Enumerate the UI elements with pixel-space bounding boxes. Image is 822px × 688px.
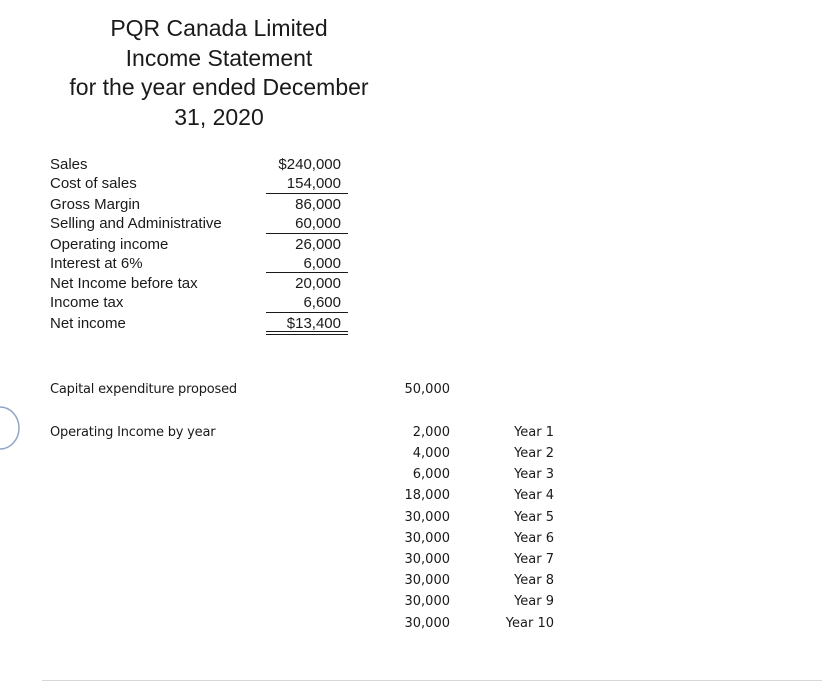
page-bottom-divider (42, 680, 822, 681)
row-label-net-income: Net income (50, 315, 126, 332)
statement-title (44, 14, 394, 132)
row-label-operating-income: Operating income (50, 236, 169, 253)
op-year-9: Year 9 (514, 594, 554, 609)
op-year-5: Year 5 (514, 510, 554, 525)
row-value-sales: $240,000 (278, 156, 341, 173)
row-value-income-tax: 6,600 (303, 294, 341, 311)
company-name: PQR Canada Limited (110, 15, 328, 41)
rotation-handle-arc[interactable] (0, 403, 20, 453)
op-year-8: Year 8 (514, 573, 554, 588)
row-label-income-tax: Income tax (50, 294, 124, 311)
row-label-interest: Interest at 6% (50, 255, 143, 272)
capital-expenditure-value: 50,000 (404, 382, 450, 397)
subtotal-rule-gross-margin (266, 193, 348, 194)
row-value-cost-of-sales: 154,000 (286, 175, 341, 192)
op-value-year-9: 30,000 (404, 594, 450, 609)
row-value-net-income-before-tax: 20,000 (295, 275, 341, 292)
total-double-rule (266, 331, 348, 335)
op-value-year-4: 18,000 (404, 488, 450, 503)
subtotal-rule-operating-income (266, 233, 348, 234)
op-year-1: Year 1 (514, 425, 554, 440)
op-value-year-7: 30,000 (404, 552, 450, 567)
row-value-interest: 6,000 (303, 255, 341, 272)
subtotal-rule-net-before-tax (266, 272, 348, 273)
op-year-7: Year 7 (514, 552, 554, 567)
op-value-year-6: 30,000 (404, 531, 450, 546)
row-label-cost-of-sales: Cost of sales (50, 175, 137, 192)
row-label-net-income-before-tax: Net Income before tax (50, 275, 198, 292)
op-value-year-2: 4,000 (412, 446, 450, 461)
capital-expenditure-label: Capital expenditure proposed (50, 382, 237, 397)
op-year-4: Year 4 (514, 488, 554, 503)
row-value-selling-admin: 60,000 (295, 215, 341, 232)
row-label-selling-admin: Selling and Administrative (50, 215, 222, 232)
op-value-year-3: 6,000 (412, 467, 450, 482)
op-value-year-8: 30,000 (404, 573, 450, 588)
op-value-year-10: 30,000 (404, 616, 450, 631)
period-line-1: for the year ended December (69, 74, 369, 100)
row-value-net-income: $13,400 (286, 315, 341, 332)
subtotal-rule-net-income (266, 312, 348, 313)
row-value-gross-margin: 86,000 (295, 196, 341, 213)
operating-income-label: Operating Income by year (50, 425, 216, 440)
row-value-operating-income: 26,000 (295, 236, 341, 253)
row-label-sales: Sales (50, 156, 88, 173)
op-year-10: Year 10 (505, 616, 554, 631)
period-line-2: 31, 2020 (174, 103, 264, 130)
op-year-6: Year 6 (514, 531, 554, 546)
op-value-year-5: 30,000 (404, 510, 450, 525)
op-value-year-1: 2,000 (412, 425, 450, 440)
op-year-3: Year 3 (514, 467, 554, 482)
op-year-2: Year 2 (514, 446, 554, 461)
statement-name: Income Statement (125, 44, 313, 71)
row-label-gross-margin: Gross Margin (50, 196, 141, 213)
